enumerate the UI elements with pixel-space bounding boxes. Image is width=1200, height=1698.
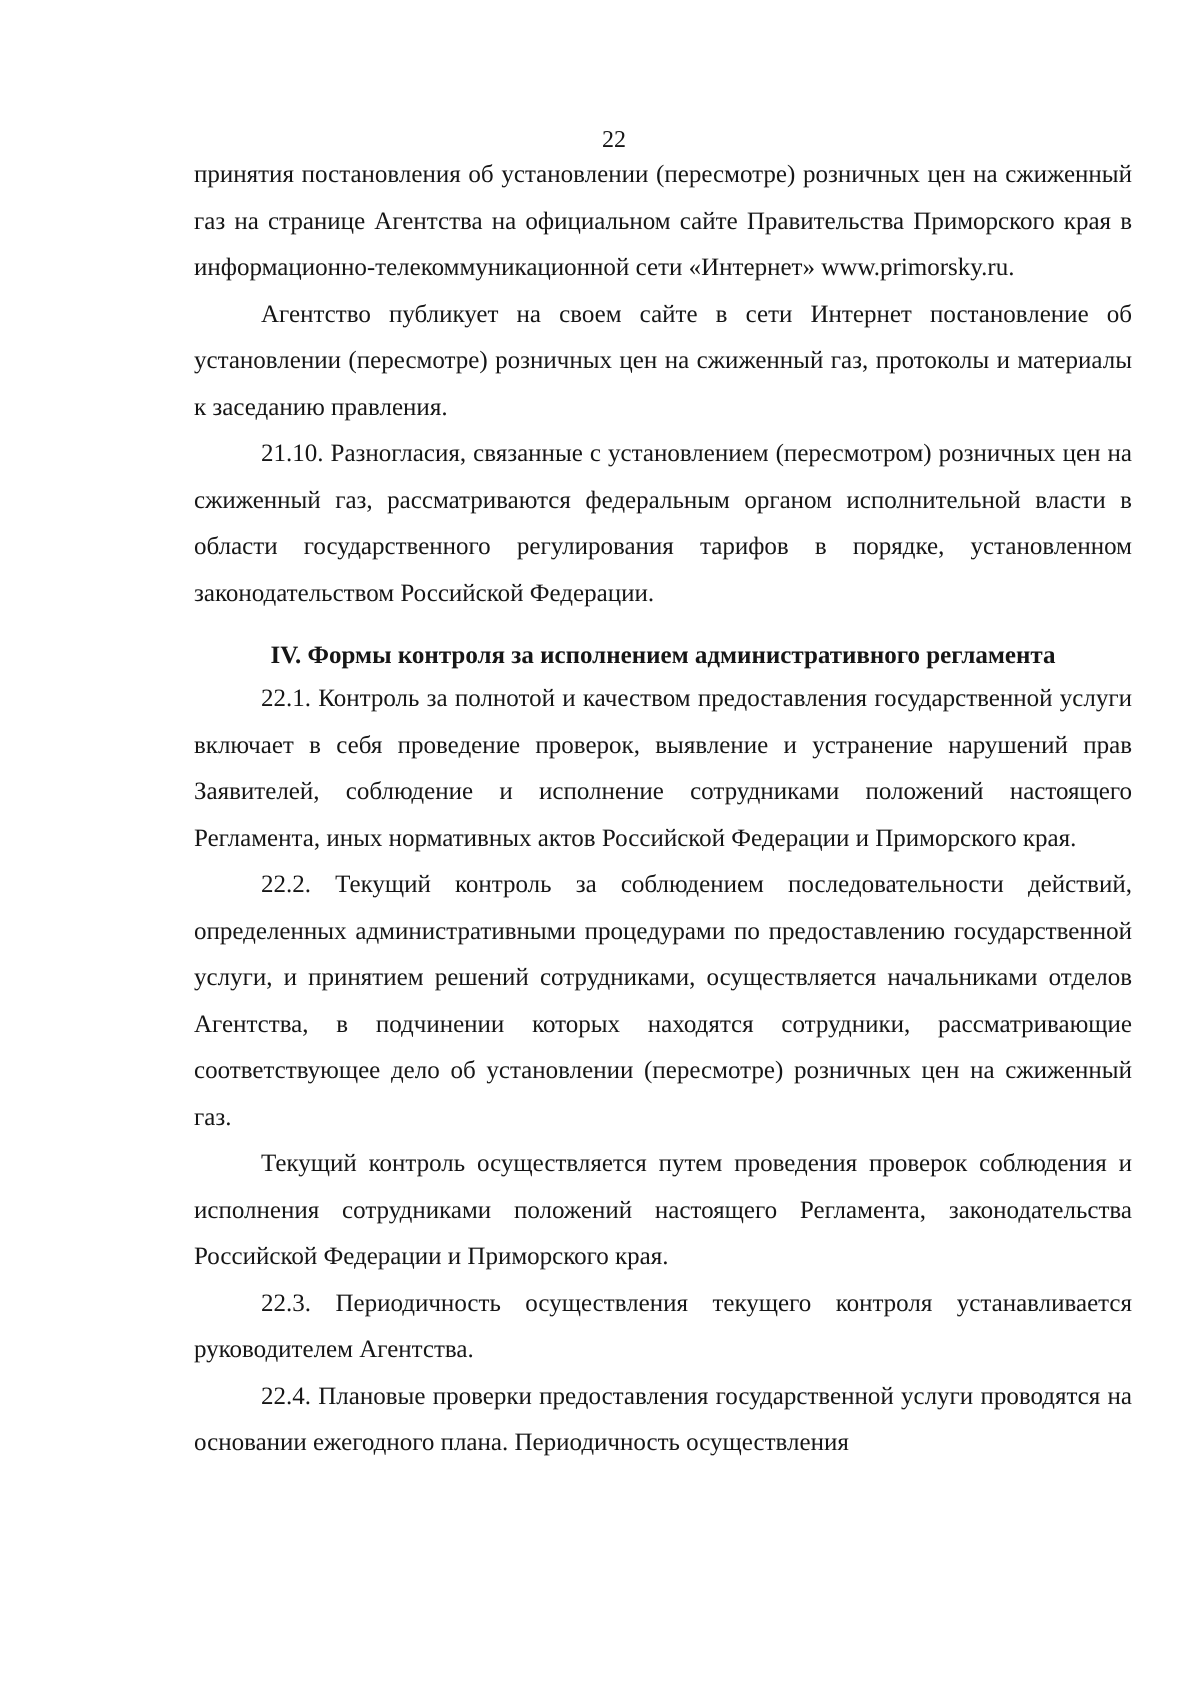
paragraph-21-10: 21.10. Разногласия, связанные с установлением (пересмотром) розничных цен на сжиженный газ, рассматриваются федеральным органом исполнительной власти в области государственного регулирования тарифов в порядке, установленном законодательством Российской Федерации.: [194, 440, 1132, 607]
paragraph-current-control: Текущий контроль осуществляется путем проведения проверок соблюдения и исполнения сотрудниками положений настоящего Регламента, законодательства Российской Федерации и Приморского края.: [194, 1150, 1132, 1270]
paragraph-22-1: 22.1. Контроль за полнотой и качеством предоставления государственной услуги включает в себя проведение проверок, выявление и устранение нарушений прав Заявителей, соблюдение и исполнение сотрудниками положений настоящего Регламента, иных нормативных актов Российской Федерации и Приморского края.: [194, 685, 1132, 852]
paragraph-agency-publication: Агентство публикует на своем сайте в сети Интернет постановление об установлении (пересмотре) розничных цен на сжиженный газ, протоколы и материалы к заседанию правления.: [194, 300, 1132, 421]
paragraph-publication-continuation: принятия постановления об установлении (пересмотре) розничных цен на сжиженный газ на странице Агентства на официальном сайте Правительства Приморского края в информационно-телекоммуникационной сети «Интернет» www.primorsky.ru.: [194, 161, 1132, 281]
paragraph-22-3: 22.3. Периодичность осуществления текущего контроля устанавливается руководителем Агентства.: [194, 1289, 1132, 1363]
section-heading: IV. Формы контроля за исполнением административного регламента: [270, 642, 1056, 669]
paragraph-22-2: 22.2. Текущий контроль за соблюдением последовательности действий, определенных административными процедурами по предоставлению государственной услуги, и принятием решений сотрудниками, осуществляется начальниками отделов Агентства, в подчинении которых находятся сотрудники, рассматривающие соответствующее дело об установлении (пересмотре) розничных цен на сжиженный газ.: [194, 871, 1132, 1131]
document-body: [194, 152, 1132, 1467]
page-number: 22: [602, 127, 626, 153]
paragraph-22-4: 22.4. Плановые проверки предоставления государственной услуги проводятся на основании ежегодного плана. Периодичность осуществления: [194, 1382, 1132, 1456]
